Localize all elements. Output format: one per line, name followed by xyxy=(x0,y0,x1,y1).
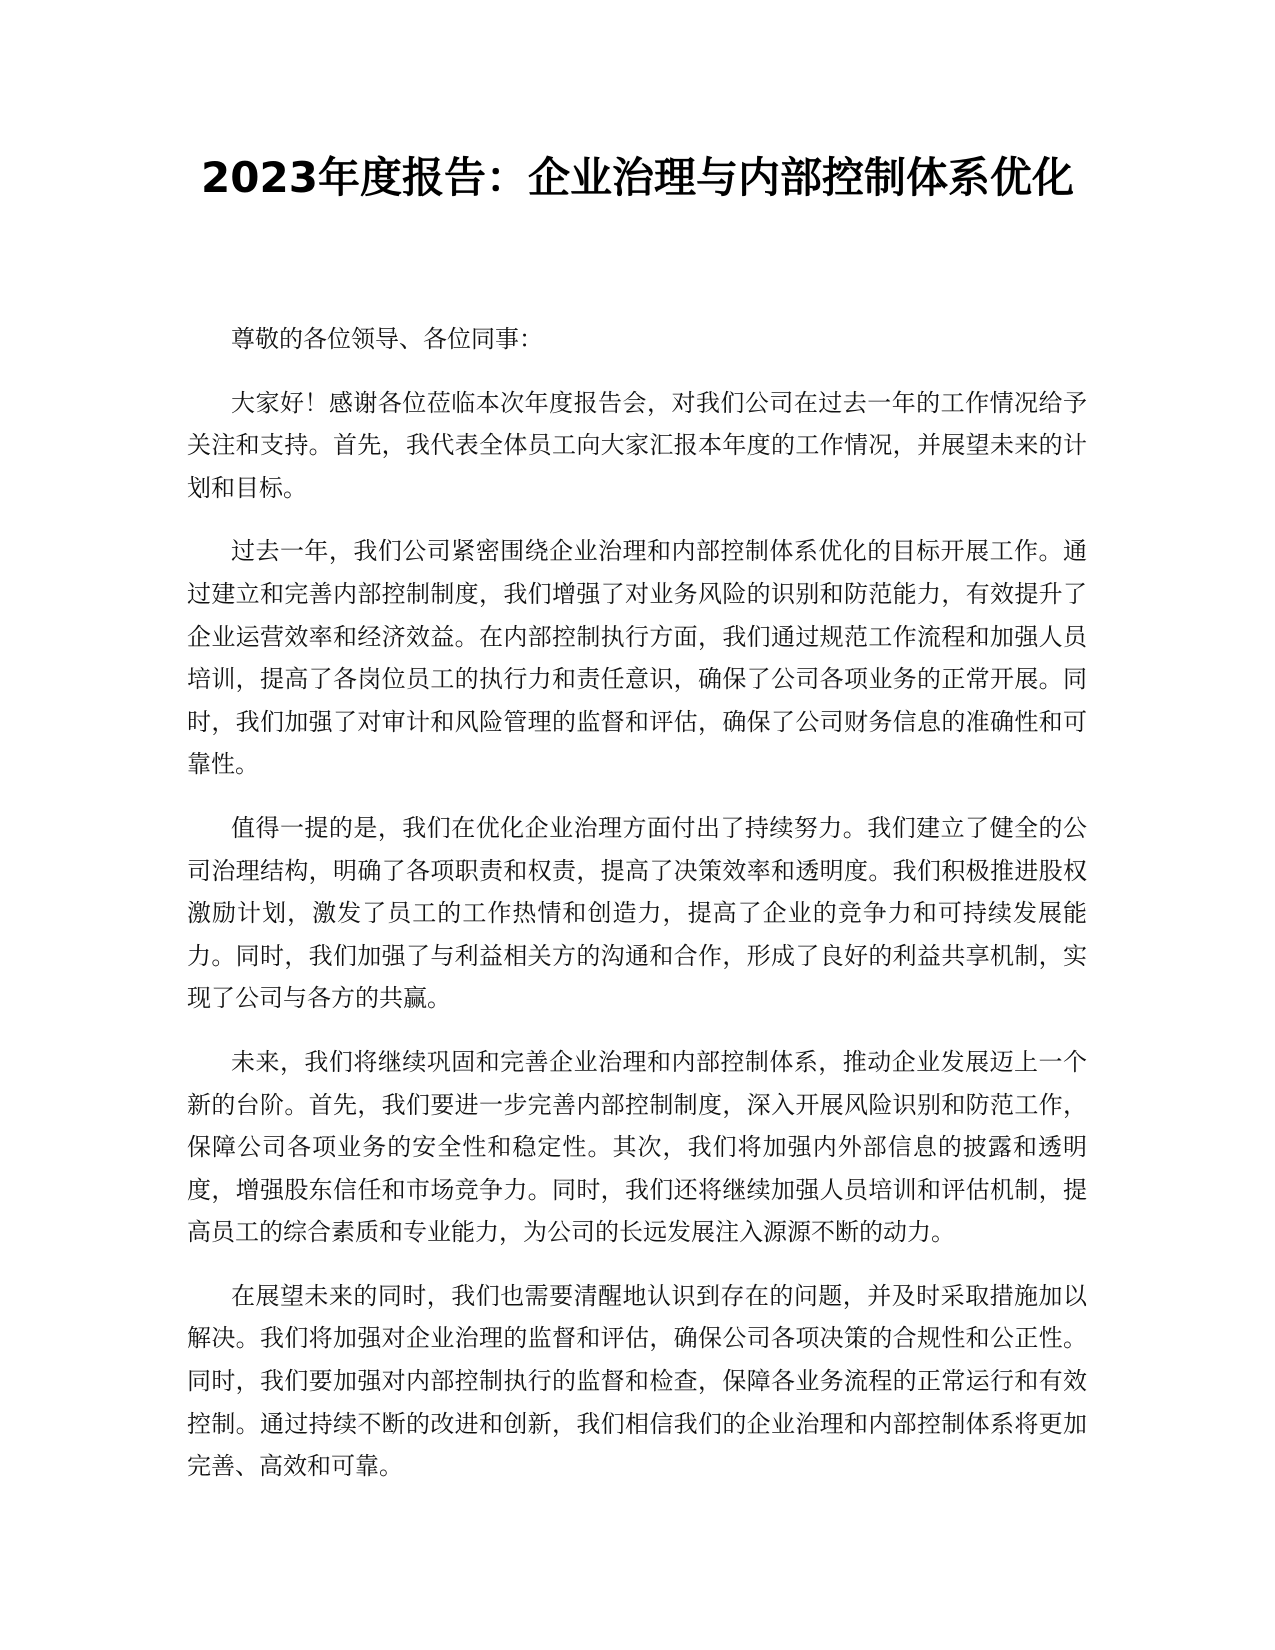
paragraph-2: 过去一年，我们公司紧密围绕企业治理和内部控制体系优化的目标开展工作。通过建立和完善内部控制制度，我们增强了对业务风险的识别和防范能力，有效提升了企业运营效率和经济效益。在内部控制执行方面，我们通过规范工作流程和加强人员培训，提高了各岗位员工的执行力和责任意识，确保了公司各项业务的正常开展。同时，我们加强了对审计和风险管理的监督和评估，确保了公司财务信息的准确性和可靠性。 xyxy=(187,537,1087,779)
document-body xyxy=(187,318,1087,1509)
paragraph-1: 大家好！感谢各位莅临本次年度报告会，对我们公司在过去一年的工作情况给予关注和支持。首先，我代表全体员工向大家汇报本年度的工作情况，并展望未来的计划和目标。 xyxy=(187,388,1087,502)
paragraph-3: 值得一提的是，我们在优化企业治理方面付出了持续努力。我们建立了健全的公司治理结构，明确了各项职责和权责，提高了决策效率和透明度。我们积极推进股权激励计划，激发了员工的工作热情和创造力，提高了企业的竞争力和可持续发展能力。同时，我们加强了与利益相关方的沟通和合作，形成了良好的利益共享机制，实现了公司与各方的共赢。 xyxy=(187,813,1087,1013)
salutation: 尊敬的各位领导、各位同事： xyxy=(231,325,543,353)
paragraph-4: 未来，我们将继续巩固和完善企业治理和内部控制体系，推动企业发展迈上一个新的台阶。首先，我们要进一步完善内部控制制度，深入开展风险识别和防范工作，保障公司各项业务的安全性和稳定性。其次，我们将加强内外部信息的披露和透明度，增强股东信任和市场竞争力。同时，我们还将继续加强人员培训和评估机制，提高员工的综合素质和专业能力，为公司的长远发展注入源源不断的动力。 xyxy=(187,1047,1087,1247)
paragraph-5: 在展望未来的同时，我们也需要清醒地认识到存在的问题，并及时采取措施加以解决。我们将加强对企业治理的监督和评估，确保公司各项决策的合规性和公正性。同时，我们要加强对内部控制执行的监督和检查，保障各业务流程的正常运行和有效控制。通过持续不断的改进和创新，我们相信我们的企业治理和内部控制体系将更加完善、高效和可靠。 xyxy=(187,1281,1087,1481)
document-title: 2023年度报告：企业治理与内部控制体系优化 xyxy=(201,153,1074,202)
